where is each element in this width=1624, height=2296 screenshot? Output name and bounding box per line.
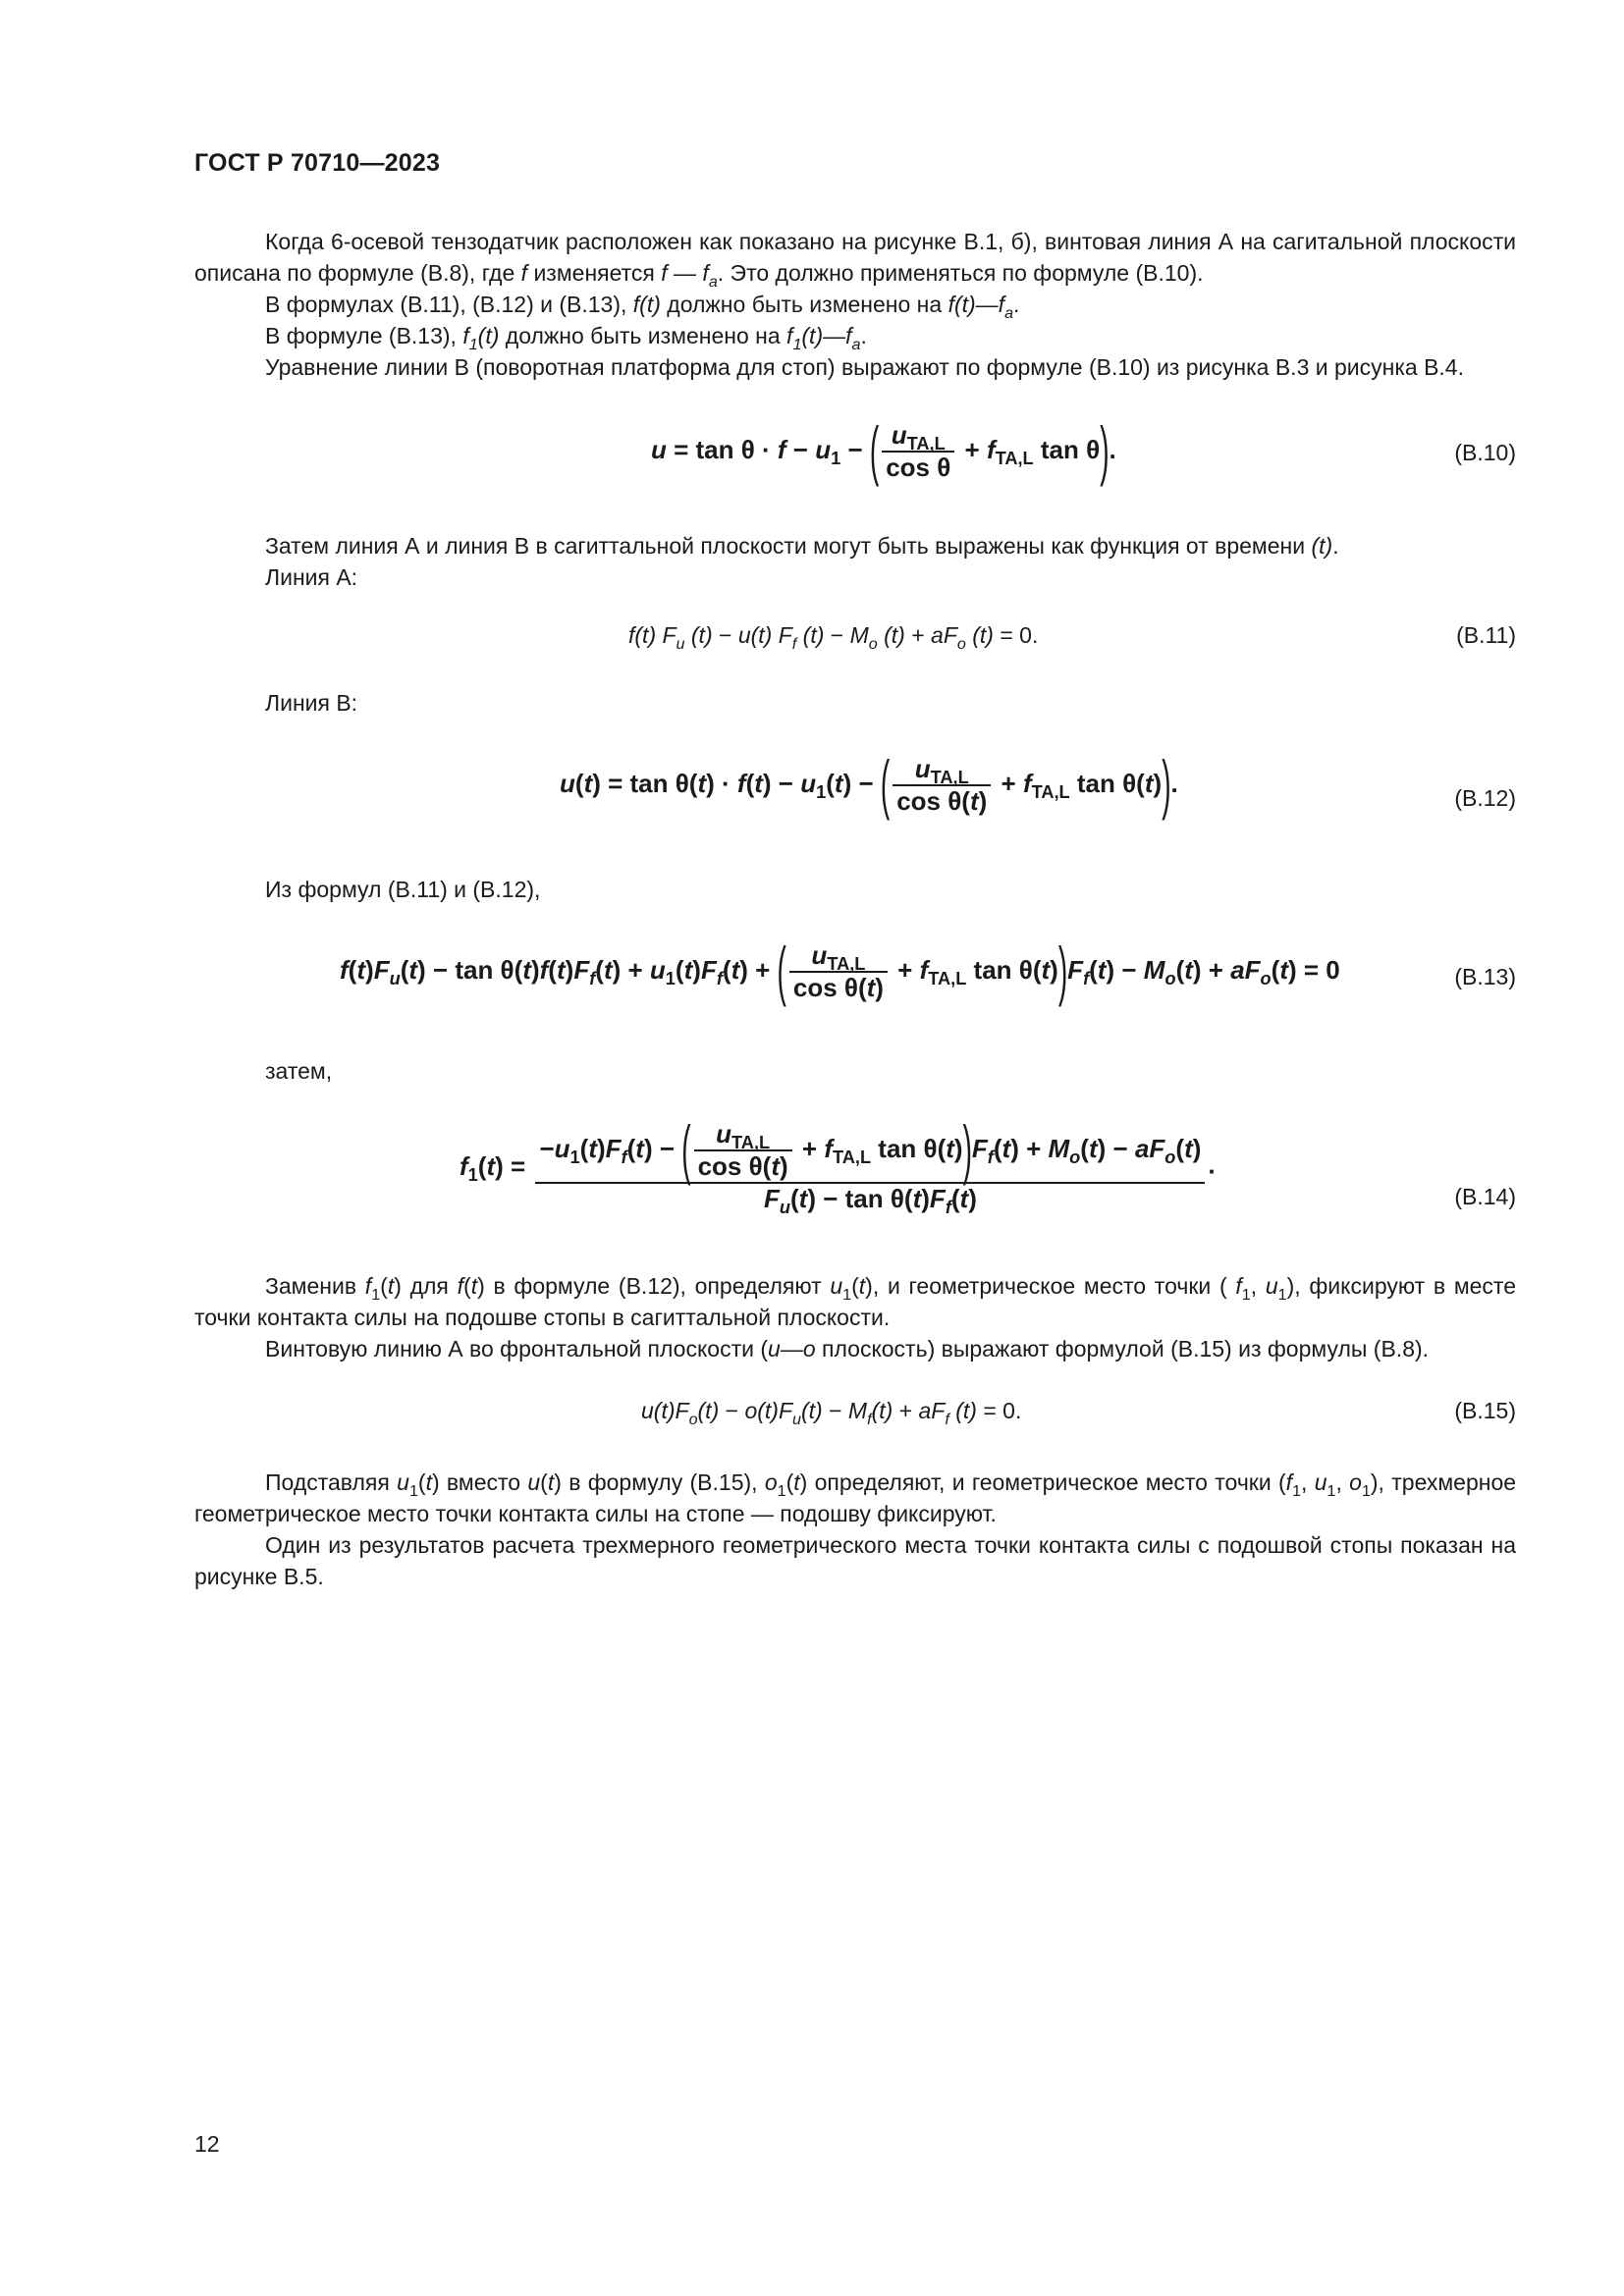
equation-b14: [194, 1112, 1516, 1247]
paragraph-2: В формулах (В.11), (В.12) и (В.13), f(t) должно быть изменено на $f(t)—f_a$.: [265, 292, 1020, 322]
equation-b10-body: $u = \tan \theta \cdot f - u_1$ − ( $\frac{u_{TA,L}}{\text{cos θ}}$ + $f_{TA,L}$ tan θ).: [651, 413, 1116, 487]
paragraph-4: Уравнение линии В (поворотная платформа для стоп) выражают по формуле (В.10) из рисунка В.3 и рисунка В.4.: [265, 354, 1464, 380]
equation-b12-body: $u(t) = \tan \theta(t) \cdot f(t) - u_1(t)$ − ( $\frac{u_{TA,L}}{\text{cos θ(t)}}$ + $f_{TA,L}$ tan θ(t)).: [560, 747, 1178, 821]
equation-b15: [194, 1394, 1516, 1433]
paragraph-7: Линия В:: [265, 690, 358, 716]
equation-b14-body: $f_1(t)$ = $-u_1(t)F_f(t)$ − ( $\frac{u_{TA,L}}{\text{cos θ(t)}}$ + $f_{TA,L}$ $\tan \theta(t))F_f(t) + M_o(t) - aF_o(t)$ $F_u(t) - \tan \theta(t)F_f(t)$ .: [460, 1112, 1216, 1217]
paragraph-1: Когда 6-осевой тензодатчик расположен как показано на рисунке В.1, б), винтовая линия А на сагитальной плоскости описана по формуле (В.8), где f изменяется f — $f_a$. Это должно применяться по формуле (В.10).: [194, 229, 1516, 291]
equation-b11: [194, 618, 1516, 658]
equation-b11-number: (В.11): [1456, 622, 1516, 648]
paragraph-6: Линия А:: [265, 564, 358, 590]
paragraph-9: затем,: [265, 1058, 333, 1084]
paragraph-11: Винтовую линию А во фронтальной плоскости (u—o плоскость) выражают формулой (В.15) из формулы (В.8).: [265, 1336, 1430, 1362]
equation-b10: [194, 412, 1516, 491]
page-number: 12: [194, 2131, 220, 2157]
equation-b12-number: (В.12): [1454, 785, 1516, 811]
paragraph-8: Из формул (В.11) и (В.12),: [265, 877, 541, 902]
equation-b13: [194, 933, 1516, 1011]
equation-b15-body: $u(t)F_o(t) - o(t)F_u(t) - M_f(t) + aF_f$ (t) = 0.: [641, 1398, 1022, 1428]
equation-b13-body: $f(t)F_u(t) - \tan \theta(t)f(t)F_f(t) + u_1(t)F_f(t)$ + ( $\frac{u_{TA,L}}{\text{cos θ(t)}}$ + $f_{TA,L}$ $\tan \theta(t))F_f(t) - M_o(t) + aF_o(t) = 0$: [340, 934, 1340, 1007]
paragraph-10: Заменив $f_1(t)$ для f(t) в формуле (В.12), определяют $u_1(t)$, и геометрическое место точки ( $f_1$, $u_1$), фиксируют в месте точки контакта силы на подошве стопы в сагиттальной плоскости.: [194, 1273, 1516, 1330]
equation-b10-number: (В.10): [1454, 440, 1516, 465]
paragraph-13: Один из результатов расчета трехмерного геометрического места точки контакта силы с подошвой стопы показан на рисунке В.5.: [194, 1532, 1516, 1589]
equation-b12: [194, 746, 1516, 825]
equation-b15-number: (В.15): [1454, 1398, 1516, 1423]
equation-b11-body: f(t) $F_u$ (t) − u(t) $F_f$ $(t) - M_o$ $(t) + aF_o$ (t) = 0.: [628, 622, 1039, 653]
equation-b13-number: (В.13): [1454, 964, 1516, 989]
equation-b14-number: (В.14): [1454, 1184, 1516, 1209]
paragraph-5: Затем линия А и линия В в сагиттальной плоскости могут быть выражены как функция от времени (t).: [265, 533, 1339, 559]
paragraph-12: Подставляя $u_1(t)$ вместо u(t) в формулу (В.15), $o_1(t)$ определяют, и геометрическое место точки ($f_1$, $u_1$, $o_1$), трехмерное геометрическое место точки контакта силы на стопе — подошву фиксируют.: [194, 1469, 1517, 1526]
document-header: ГОСТ Р 70710—2023: [194, 149, 441, 177]
paragraph-3: В формуле (В.13), $f_1(t)$ должно быть изменено на $f_1(t)—f_a$.: [265, 323, 867, 353]
